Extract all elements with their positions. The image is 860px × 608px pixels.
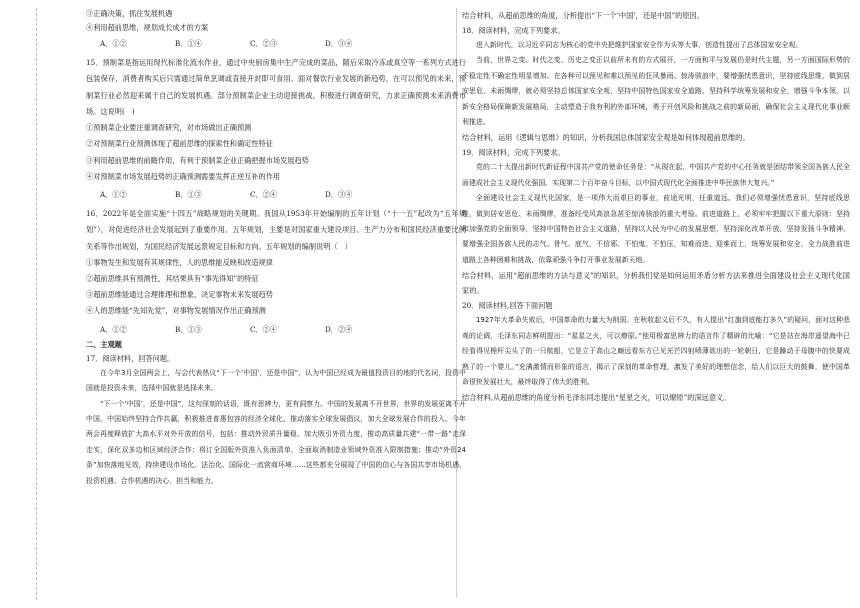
q14-choice-d: D．③④ [325,39,353,49]
q15-option-4: ④对预制菜市场发展趋势的正确预测需要发挥正逆互补的作用 [86,171,281,181]
q15-option-1: ①预制菜企业要注重调查研究，对市场做出正确预测 [86,123,252,133]
q19-title: 19．阅读材料，完成下列要求。 [462,148,565,158]
right-column [462,8,850,598]
q20-question: 结合材料,从超前思维的角度分析毛泽东同志提出“星星之火，可以燎原”的深远意义。 [462,393,731,403]
q15-choice-d: D．③④ [325,189,353,199]
q17-title: 17．阅读材料，回答问题。 [86,353,175,363]
q16-stem: 16．2022年是全面实施“十四五”战略规划的关键期。我国从1953年开始编制的五年计划（“十一五”起改为“五年规划”），对促进经济社会发展起到了重要作用。五年规划，主要是对国家重大建设项目、生产力分布和国民经济重要比例关系等作出规划，为国民经济发展远景规定目标和方向。五年规划的编制说明（ ） [86,209,466,251]
q14-option-4: ④利用超前思维，规划成长成才的方案 [86,23,209,33]
q16-choice-d: D．②④ [325,324,353,334]
q16-choice-c: C．②④ [250,324,278,334]
q15-option-3: ③利用超前思维的前瞻作用，有利于预制菜企业正确把握市场发展趋势 [86,155,309,165]
q17-material-p1: 在今年3月全国两会上，与会代表热议“下一个‘中国’，还是中国”，认为中国已经成为最值投资目的地的代名词，投资中国就是投资未来，选择中国就是选择未来。 [86,368,466,393]
q15-choice-a: A．①② [100,189,127,199]
q16-option-2: ②超前思维具有预测性，其结果具有“事先得知”的特征 [86,273,259,283]
left-column [86,8,466,598]
q18-title: 18．阅读材料，完成下列要求。 [462,26,565,35]
q15-stem: 15．预制菜是指运用现代标准化流水作业，通过中央厨房集中生产完成的菜品，随后采取冷冻或真空等一系列方式进行包装保存，消费者购买后只需通过简单烹调或直接开封即可食用。面对餐饮行业发展的新趋势，在可以预见的未来，预制菜行业必然迎来属于自己的发展机遇。部分预制菜企业主动迎接挑战，积极进行调查研究，力求正确预测未来消费市场。这说明( ) [86,58,466,116]
q18-question: 结合材料，运用《逻辑与思维》的知识，分析我国总体国家安全观是如何体现超前思维的。 [462,133,750,143]
q17-material-p2: “下一个‘中国’，还是中国”，这句深刻的话语，既有思辨力，更有洞察力。中国的发展离不开世界，世界的发展更离不开中国。中国始终坚持合作共赢，积极推进普惠包容的经济全球化，推动落实全球发展倡议，加大全球发展合作的投入。今年两会再度释放扩大高水平对外开放的信号，包括：推动外贸质升量稳，加大吸引外资力度，推动高质量共建“一带一路”走深走实，深化双多边和区域经济合作；将订全国版外资准入负面清单，全面取消制造业领域外资准入限制措施；推动“外资24条”加快落地见效，持续建设市场化、法治化、国际化一流营商环境……这些都充分展现了中国的信心与各国共享市场机遇、投资机遇、合作机遇的决心、担当和能力。 [86,399,466,485]
q16-option-4: ④人的思维能“先知先觉”，对事物发展情况作出正确预测 [86,306,266,316]
binding-gutter [30,0,44,608]
q14-option-3: ③正确决策，抓住发展机遇 [86,9,173,18]
q16-option-3: ③超前思维能通过合理推理和想象，决定事物未来发展趋势 [86,290,273,300]
q17-question: 结合材料，从超前思维的角度，分析提出“下一个‘中国’，还是中国”的原因。 [462,11,704,20]
q15-choice-c: C．②④ [250,189,278,199]
q15-choice-b: B．①③ [175,189,202,199]
q14-answer-choices [86,38,466,49]
q14-choice-a: A．①② [100,39,127,49]
q19-material-p1: 党的二十大提出新时代新征程中国共产党的使命任务是：“从现在起，中国共产党的中心任务就是团结带领全国各族人民全面建成社会主义现代化强国、实现第二个百年奋斗目标，以中国式现代化全面推进中华民族伟大复兴。” [462,163,850,187]
q15-answer-choices [86,187,466,203]
q20-material-p1: 1927年大革命失败后，中国革命的力量大为削弱。在秋收起义后不久，有人提出“红旗到底能打多久”的疑问，面对这种悲观的论调，毛泽东同志鲜明提出：“星星之火，可以燎原。”他用极富思辨力的语言作了精辟的比喻：“它是站在海岸遥望海中已经看得见桅杆尖头了的一只航船，它是立于高山之巅远看东方已见光芒四射喷薄欲出的一轮朝日，它是躁动于母腹中的快要成熟了的一个婴儿。”充满激情而形象的语言，揭示了深刻的革命哲理，激发了美好的理想信念，给人们以巨大的鼓舞，使中国革命很快发展壮大，最终取得了伟大的胜利。 [462,316,850,386]
q14-choice-b: B．①④ [175,39,202,49]
section-heading: 二、主观题 [86,339,122,349]
q18-material-p1: 进入新时代，以习近平同志为核心的党中央把维护国家安全作为头等大事，创造性提出了总体国家安全观。 [476,41,803,49]
q14-choice-c: C．②③ [250,39,278,49]
q20-title: 20．阅读材料,回答下面问题 [462,301,553,311]
q16-option-1: ①事物发生和发展有其规律性，人的思维能反映和改造规律 [86,257,273,267]
binding-dashed-line [36,8,37,600]
q16-choice-b: B．①③ [175,324,202,334]
q16-choice-a: A．①② [100,324,127,334]
q19-question: 结合材料，运用“超前思维的方法与意义”的知识，分析我们党是如何运用矛盾分析方法来推进全面建设社会主义现代化国家的。 [462,271,850,296]
q19-material-p2: 全面建设社会主义现代化国家，是一项伟大而艰巨的事业，前途光明，任重道远。我们必须增强忧患意识，坚持底线思维，做到居安思危、未雨绸缪，准备经受风高浪急甚至惊涛骇浪的重大考验。前进道路上，必须牢牢把握以下重大原则：坚持和加强党的全面领导，坚持中国特色社会主义道路，坚持以人民为中心的发展思想，坚持深化改革开放，坚持发扬斗争精神。要增强全国各族人民的志气、骨气、底气，不信邪、不怕鬼、不怕压，知难而进、迎难而上，统筹发展和安全，全力战胜前进道路上各种困难和挑战，依靠顽强斗争打开事业发展新天地。 [462,194,850,264]
q18-material-p2: 当前，世界之变、时代之变、历史之变正以前所未有的方式展开，一方面和平与发展仍是时代主题，另一方面国际形势的不稳定性不确定性明显增加。在各种可以预见和难以预见的狂风暴雨、惊涛骇浪中，要增强忧患意识，坚持底线思维，做到居安思危、未雨绸缪，就必须坚持总体国家安全观，坚持中国特色国家安全道路，坚持科学统筹发展和安全，增强斗争本领，以新安全格局保障新发展格局，主动塑造于我有利的外部环境，勇于开创风险和挑战之前的新局面，确保社会主义现代化事业顺利推进。 [462,56,850,127]
q16-answer-choices [86,322,466,338]
q15-option-2: ②对预制菜行业预测体现了超前思维的探索性和确定性特征 [86,139,273,149]
